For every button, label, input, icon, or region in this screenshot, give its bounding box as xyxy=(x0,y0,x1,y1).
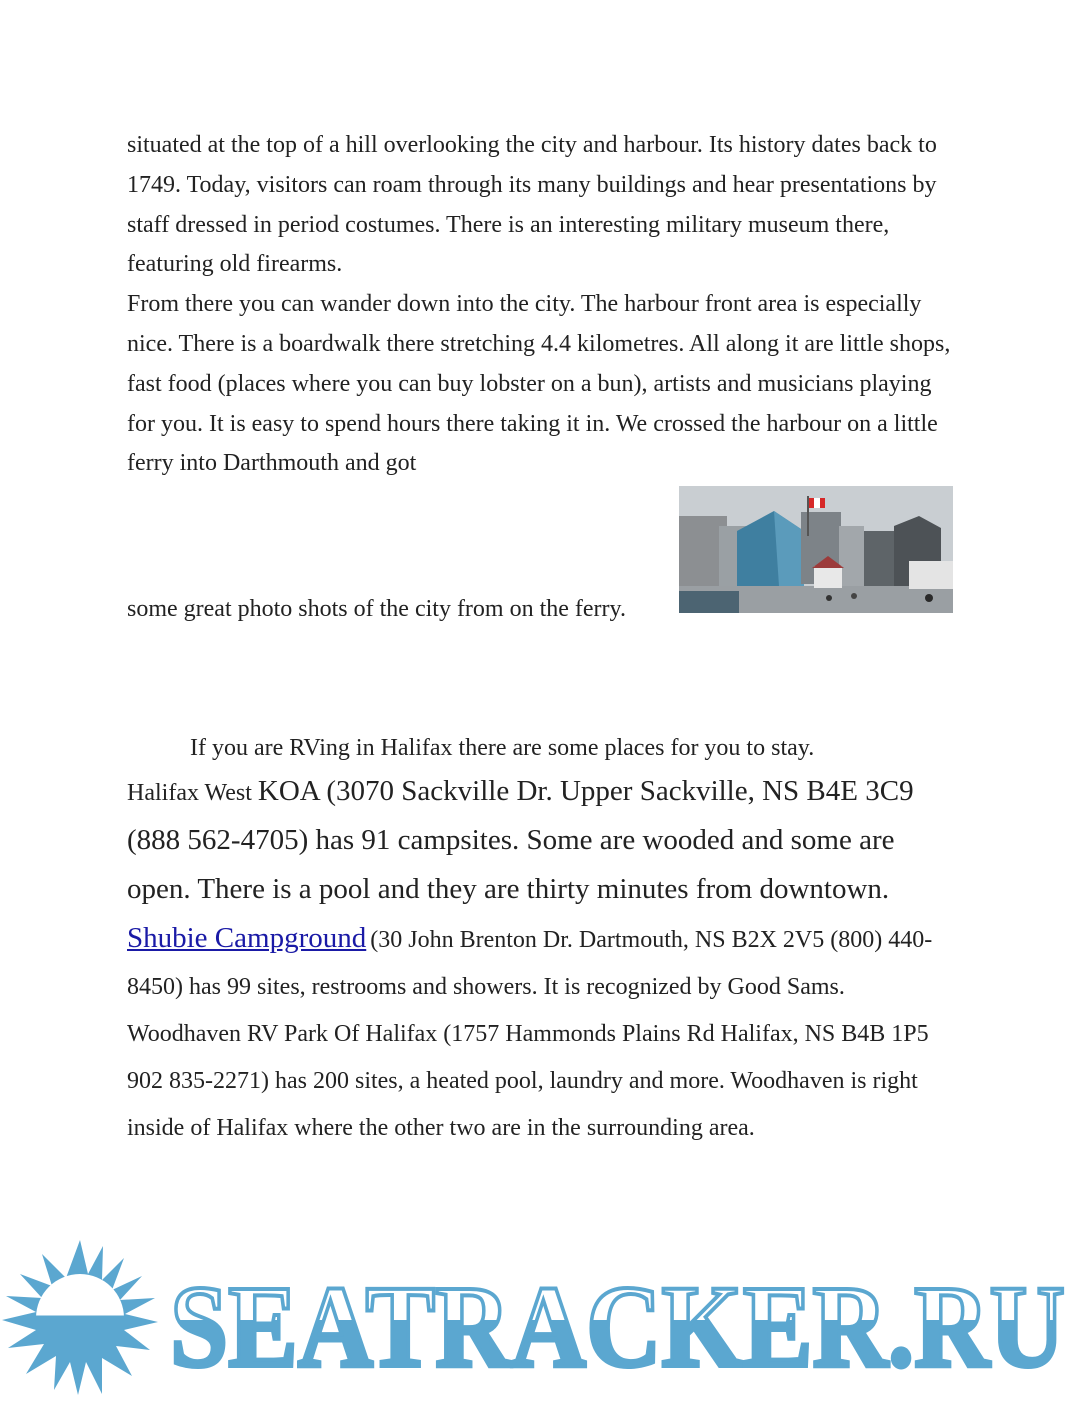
rv-section xyxy=(127,728,957,1153)
photo-line xyxy=(127,484,957,621)
shubie-campground-link[interactable]: Shubie Campground xyxy=(127,922,367,954)
koa-lead: Halifax West xyxy=(127,780,258,806)
paragraph-ferry-end: some great photo shots of the city from on the ferry. xyxy=(127,596,626,623)
rv-intro: If you are RVing in Halifax there are some places for you to stay. xyxy=(190,735,815,761)
koa-text: KOA (3070 Sackville Dr. Upper Sackville, NS B4E 3C9 (888 562-4705) has 91 campsites. Some are wooded and some are open. There is a pool and they are thirty minutes from downtown. xyxy=(127,775,914,905)
rv-listings xyxy=(127,769,957,1153)
article-body xyxy=(127,126,957,621)
sun-logo-icon xyxy=(2,1240,158,1395)
paragraph-harbour: From there you can wander down into the city. The harbour front area is especially nice. There is a boardwalk there stretching 4.4 kilometres. All along it are little shops, fast food (places where you can buy lobster on a bun), artists and musicians playing for you. It is easy to spend hours there taking it in. We crossed the harbour on a little ferry into Darthmouth and got xyxy=(127,291,951,477)
rv-rest: (30 John Brenton Dr. Dartmouth, NS B2X 2V5 (800) 440-8450) has 99 sites, restrooms and showers. It is recognized by Good Sams. Woodhaven RV Park Of Halifax (1757 Hammonds Plains Rd Halifax, NS B4B 1P5 902 835-2271) has 200 sites, a heated pool, laundry and more. Woodhaven is right inside of Halifax where the other two are in the surrounding area. xyxy=(127,927,933,1141)
paragraph-citadel: situated at the top of a hill overlooking the city and harbour. Its history dates back to 1749. Today, visitors can roam through its many buildings and hear presentations by staff dressed in period costumes. There is an interesting military museum there, featuring old firearms. xyxy=(127,132,937,278)
watermark-text: SEATRACKER.RU xyxy=(170,1261,1065,1392)
halifax-waterfront-photo xyxy=(679,486,953,613)
seatracker-watermark xyxy=(0,1238,1080,1397)
